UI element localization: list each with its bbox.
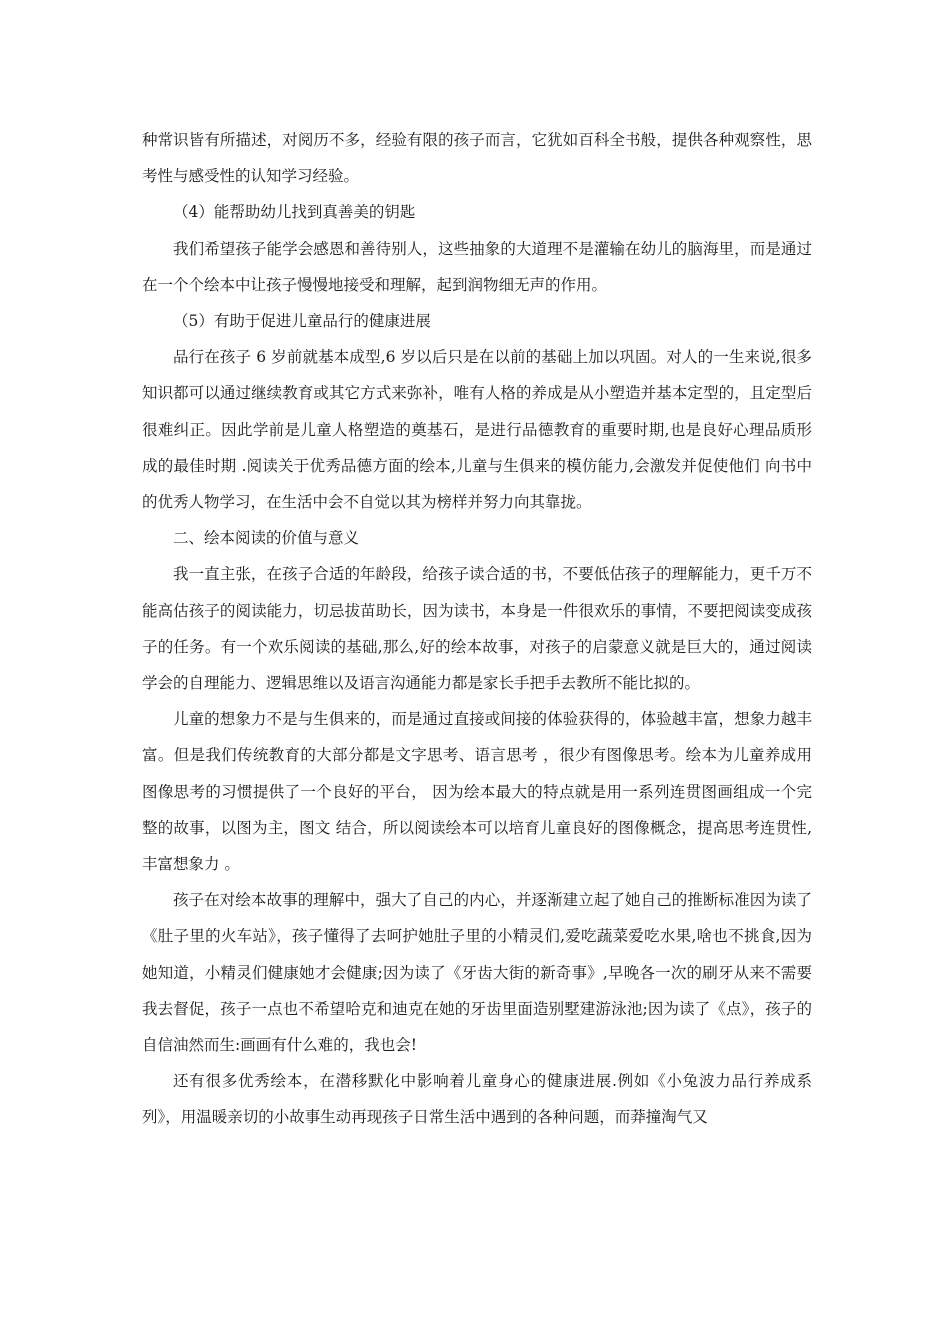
paragraph-examples: 孩子在对绘本故事的理解中，强大了自己的内心，并逐渐建立起了她自己的推断标准因为读了《肚子里的火车站》，孩子懂得了去呵护她肚子里的小精灵们,爱吃蔬菜爱吃水果,啥也不挑食,因为她知道，小精灵们健康她才会健康;因为读了《牙齿大街的新奇事》,早晚各一次的刷牙从来不需要我去督促，孩子一点也不希望哈克和迪克在她的牙齿里面造别墅建游泳池;因为读了《点》，孩子的自信油然而生:画画有什么难的，我也会!: [142, 891, 812, 1055]
paragraph-more-books: 还有很多优秀绘本，在潜移默化中影响着儿童身心的健康进展.例如《小兔波力品行养成系列》，用温暖亲切的小故事生动再现孩子日常生活中遇到的各种问题，而莽撞淘气又: [142, 1072, 812, 1127]
paragraph-continuation: 种常识皆有所描述，对阅历不多，经验有限的孩子而言，它犹如百科全书般，提供各种观察性，思考性与感受性的认知学习经验。: [142, 131, 812, 186]
subheading-4: （4）能帮助幼儿找到真善美的钥匙: [173, 203, 416, 222]
subheading-5: （5）有助于促进儿童品行的健康进展: [173, 312, 431, 331]
paragraph-gratitude: 我们希望孩子能学会感恩和善待别人，这些抽象的大道理不是灌输在幼儿的脑海里，而是通过在一个个绘本中让孩子慢慢地接受和理解，起到润物细无声的作用。: [142, 239, 812, 294]
paragraph-reading-age: 我一直主张，在孩子合适的年龄段，给孩子读合适的书，不要低估孩子的理解能力，更千万不能高估孩子的阅读能力，切忌拔苗助长，因为读书，本身是一件很欢乐的事情，不要把阅读变成孩子的任务。有一个欢乐阅读的基础,那么,好的绘本故事，对孩子的启蒙意义就是巨大的，通过阅读学会的自理能力、逻辑思维以及语言沟通能力都是家长手把手去教所不能比拟的。: [142, 565, 812, 693]
paragraph-character: 品行在孩子 6 岁前就基本成型,6 岁以后只是在以前的基础上加以巩固。对人的一生来说,很多知识都可以通过继续教育或其它方式来弥补，唯有人格的养成是从小塑造并基本定型的，且定型后很难纠正。因此学前是儿童人格塑造的奠基石，是进行品德教育的重要时期,也是良好心理品质形成的最佳时期 .阅读关于优秀品德方面的绘本,儿童与生俱来的模仿能力,会激发并促使他们 向书中的优秀人物学习，在生活中会不自觉以其为榜样并努力向其靠拢。: [142, 348, 812, 512]
document-body: [142, 122, 812, 1136]
section-heading-2: 二、绘本阅读的价值与意义: [173, 529, 360, 548]
paragraph-imagination: 儿童的想象力不是与生俱来的，而是通过直接或间接的体验获得的，体验越丰富，想象力越丰富。但是我们传统教育的大部分都是文字思考、语言思考 ，很少有图像思考。绘本为儿童养成用图像思考的习惯提供了一个良好的平台， 因为绘本最大的特点就是用一系列连贯图画组成一个完整的故事，以图为主，图文 结合，所以阅读绘本可以培育儿童良好的图像概念，提高思考连贯性,丰富想象力 。: [142, 710, 812, 874]
